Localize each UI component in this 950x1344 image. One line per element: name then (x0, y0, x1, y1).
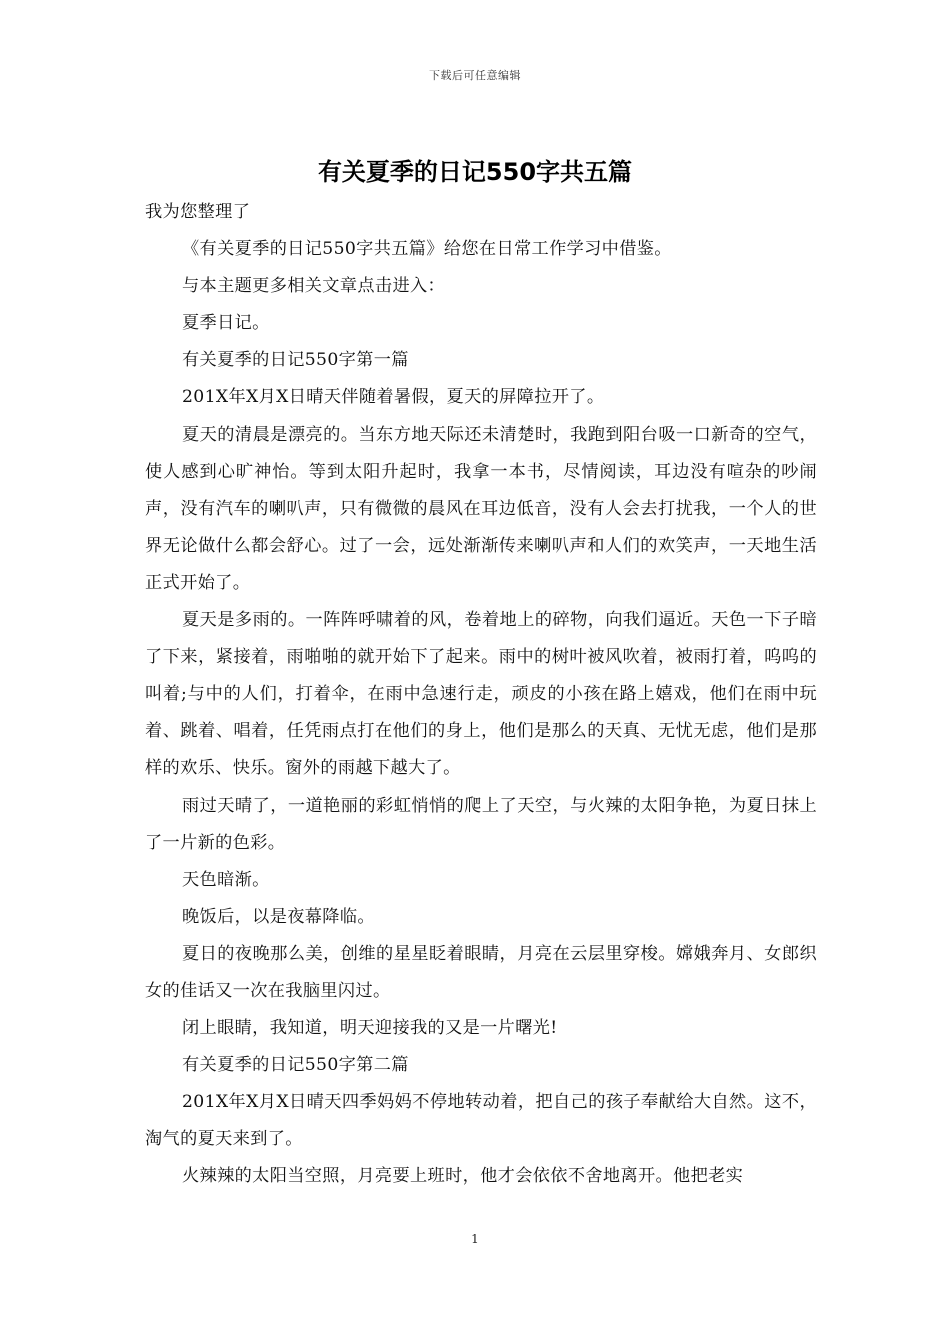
paragraph: 《有关夏季的日记550字共五篇》给您在日常工作学习中借鉴。 (182, 239, 672, 260)
document-title: 有关夏季的日记550字共五篇 (317, 158, 633, 186)
paragraph: 与本主题更多相关文章点击进入： (182, 276, 446, 297)
page-number: 1 (471, 1232, 479, 1246)
section-heading: 有关夏季的日记550字第一篇 (182, 350, 409, 371)
paragraph: 火辣辣的太阳当空照，月亮要上班时，他才会依依不舍地离开。他把老实 (182, 1166, 744, 1187)
document-body (145, 194, 817, 1196)
paragraph: 我为您整理了 (145, 202, 251, 222)
paragraph: 夏天是多雨的。一阵阵呼啸着的风，卷着地上的碎物，向我们逼近。天色一下子暗了下来，紧接着，雨啪啪的就开始下了起来。雨中的树叶被风吹着，被雨打着，呜呜的叫着;与中的人们，打着伞，在雨中急速行走，顽皮的小孩在路上嬉戏，他们在雨中玩着、跳着、唱着，任凭雨点打在他们的身上，他们是那么的天真、无忧无虑，他们是那样的欢乐、快乐。窗外的雨越下越大了。 (145, 610, 817, 779)
header-note: 下载后可任意编辑 (429, 69, 521, 82)
paragraph: 201X年X月X日晴天伴随着暑假，夏天的屏障拉开了。 (182, 387, 605, 408)
paragraph: 天色暗渐。 (182, 869, 270, 890)
paragraph: 201X年X月X日晴天四季妈妈不停地转动着，把自己的孩子奉献给大自然。这不，淘气的夏天来到了。 (145, 1092, 817, 1150)
paragraph: 晚饭后，以是夜幕降临。 (182, 906, 375, 927)
paragraph: 雨过天晴了，一道艳丽的彩虹悄悄的爬上了天空，与火辣的太阳争艳，为夏日抹上了一片新的色彩。 (145, 795, 817, 853)
paragraph: 夏季日记。 (182, 313, 270, 334)
paragraph: 夏日的夜晚那么美，创维的星星眨着眼睛，月亮在云层里穿梭。嫦娥奔月、女郎织女的佳话又一次在我脑里闪过。 (145, 943, 817, 1001)
paragraph: 夏天的清晨是漂亮的。当东方地天际还未清楚时，我跑到阳台吸一口新奇的空气，使人感到心旷神怡。等到太阳升起时，我拿一本书，尽情阅读，耳边没有喧杂的吵闹声，没有汽车的喇叭声，只有微微的晨风在耳边低音，没有人会去打扰我，一个人的世界无论做什么都会舒心。过了一会，远处渐渐传来喇叭声和人们的欢笑声，一天地生活正式开始了。 (145, 424, 817, 593)
section-heading: 有关夏季的日记550字第二篇 (182, 1055, 409, 1076)
paragraph: 闭上眼睛，我知道，明天迎接我的又是一片曙光! (182, 1018, 558, 1039)
